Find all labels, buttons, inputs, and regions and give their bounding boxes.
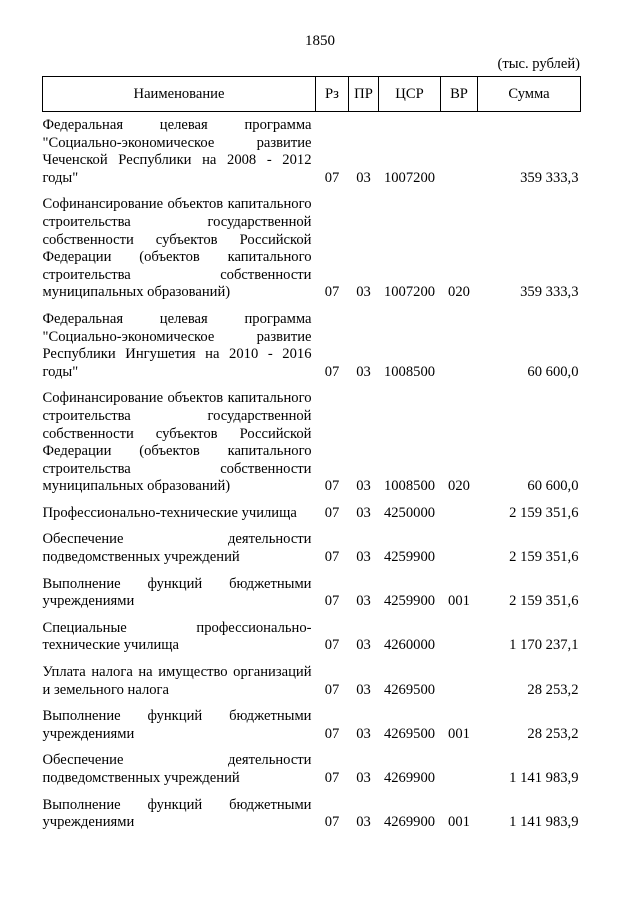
table-row	[43, 613, 581, 657]
cell-sum: 60 600,0	[527, 478, 579, 495]
cell-name: Федеральная целевая программа "Социально-экономическое развитие Чеченской Республики на 2008 - 2012 годы"	[42, 117, 312, 186]
cell-pr: 03	[356, 169, 371, 186]
cell-vr	[441, 745, 478, 789]
cell-csr: 1008500	[383, 363, 436, 380]
cell-vr: 001	[448, 593, 470, 610]
cell-sum: 1 170 237,1	[509, 637, 579, 654]
cell-rz: 07	[324, 681, 340, 698]
table-row	[43, 745, 581, 789]
table-row	[43, 383, 581, 498]
cell-name: Выполнение функций бюджетными учреждениями	[42, 708, 312, 742]
cell-pr: 03	[356, 549, 371, 566]
cell-name: Софинансирование объектов капитального строительства государственной собственности субъектов Российской Федерации (объектов капитального строительства собственности муниципальных образований)	[42, 196, 312, 301]
cell-name: Обеспечение деятельности подведомственных учреждений	[42, 531, 312, 566]
cell-sum: 60 600,0	[527, 363, 579, 380]
cell-vr	[441, 304, 478, 383]
cell-name: Федеральная целевая программа "Социально-экономическое развитие Республики Ингушетия на 2010 - 2016 годы"	[42, 310, 312, 380]
cell-pr: 03	[356, 681, 371, 698]
units-label: (тыс. рублей)	[497, 56, 580, 72]
cell-rz: 07	[324, 814, 340, 831]
cell-csr: 1007200	[383, 169, 436, 186]
table-row	[43, 189, 581, 304]
cell-vr	[441, 613, 478, 657]
table-row	[43, 498, 581, 525]
cell-csr: 4259900	[383, 593, 436, 610]
cell-sum: 359 333,3	[520, 169, 579, 186]
cell-csr: 1008500	[383, 478, 436, 495]
cell-vr	[441, 112, 478, 190]
cell-rz: 07	[324, 478, 340, 495]
header-pr: ПР	[349, 77, 379, 112]
cell-sum: 359 333,3	[520, 284, 579, 301]
cell-rz: 07	[324, 284, 340, 301]
header-sum: Сумма	[478, 77, 581, 112]
cell-rz: 07	[324, 549, 340, 566]
cell-sum: 28 253,2	[527, 725, 579, 742]
cell-pr: 03	[356, 363, 371, 380]
table-row	[43, 569, 581, 613]
table-row	[43, 112, 581, 190]
cell-csr: 4269500	[383, 681, 436, 698]
cell-name: Профессионально-технические училища	[42, 504, 297, 521]
cell-rz: 07	[324, 169, 340, 186]
cell-vr: 001	[448, 814, 470, 831]
cell-name: Уплата налога на имущество организаций и земельного налога	[42, 664, 312, 698]
cell-sum: 1 141 983,9	[509, 770, 579, 786]
cell-csr: 4269900	[383, 770, 436, 786]
cell-sum: 28 253,2	[527, 681, 579, 698]
cell-pr: 03	[356, 284, 371, 301]
table-row	[43, 524, 581, 568]
cell-name: Софинансирование объектов капитального строительства государственной собственности субъектов Российской Федерации (объектов капитального строительства собственности муниципальных образований)	[42, 390, 312, 495]
cell-pr: 03	[356, 814, 371, 831]
cell-sum: 2 159 351,6	[509, 504, 579, 521]
budget-table	[42, 76, 581, 834]
header-rz: Рз	[316, 77, 349, 112]
table-header	[43, 77, 581, 112]
cell-name: Выполнение функций бюджетными учреждениями	[42, 575, 312, 610]
cell-csr: 4250000	[383, 504, 436, 521]
cell-name: Обеспечение деятельности подведомственных учреждений	[42, 752, 312, 786]
cell-csr: 4269900	[383, 814, 436, 831]
table-row	[43, 657, 581, 701]
cell-pr: 03	[356, 504, 371, 521]
cell-vr	[441, 524, 478, 568]
cell-rz: 07	[324, 637, 340, 654]
cell-csr: 1007200	[383, 284, 436, 301]
table-row	[43, 790, 581, 834]
cell-rz: 07	[324, 770, 340, 786]
cell-pr: 03	[356, 593, 371, 610]
cell-rz: 07	[324, 504, 340, 521]
cell-pr: 03	[356, 478, 371, 495]
cell-rz: 07	[324, 363, 340, 380]
header-name: Наименование	[43, 77, 316, 112]
cell-rz: 07	[324, 593, 340, 610]
cell-rz: 07	[324, 725, 340, 742]
cell-vr	[441, 498, 478, 525]
cell-pr: 03	[356, 637, 371, 654]
page-number: 1850	[305, 33, 335, 49]
cell-vr: 020	[448, 478, 470, 495]
cell-pr: 03	[356, 725, 371, 742]
cell-sum: 2 159 351,6	[509, 593, 579, 610]
cell-csr: 4260000	[383, 637, 436, 654]
cell-pr: 03	[356, 770, 371, 786]
cell-csr: 4269500	[383, 725, 436, 742]
table-row	[43, 701, 581, 745]
cell-sum: 2 159 351,6	[509, 549, 579, 566]
cell-csr: 4259900	[383, 549, 436, 566]
cell-vr: 001	[448, 725, 470, 742]
header-vr: ВР	[441, 77, 478, 112]
cell-vr: 020	[448, 284, 470, 301]
header-csr: ЦСР	[379, 77, 441, 112]
cell-name: Выполнение функций бюджетными учреждениями	[42, 796, 312, 831]
cell-name: Специальные профессионально-технические училища	[42, 619, 312, 654]
cell-sum: 1 141 983,9	[509, 814, 579, 831]
cell-vr	[441, 657, 478, 701]
table-row	[43, 304, 581, 383]
